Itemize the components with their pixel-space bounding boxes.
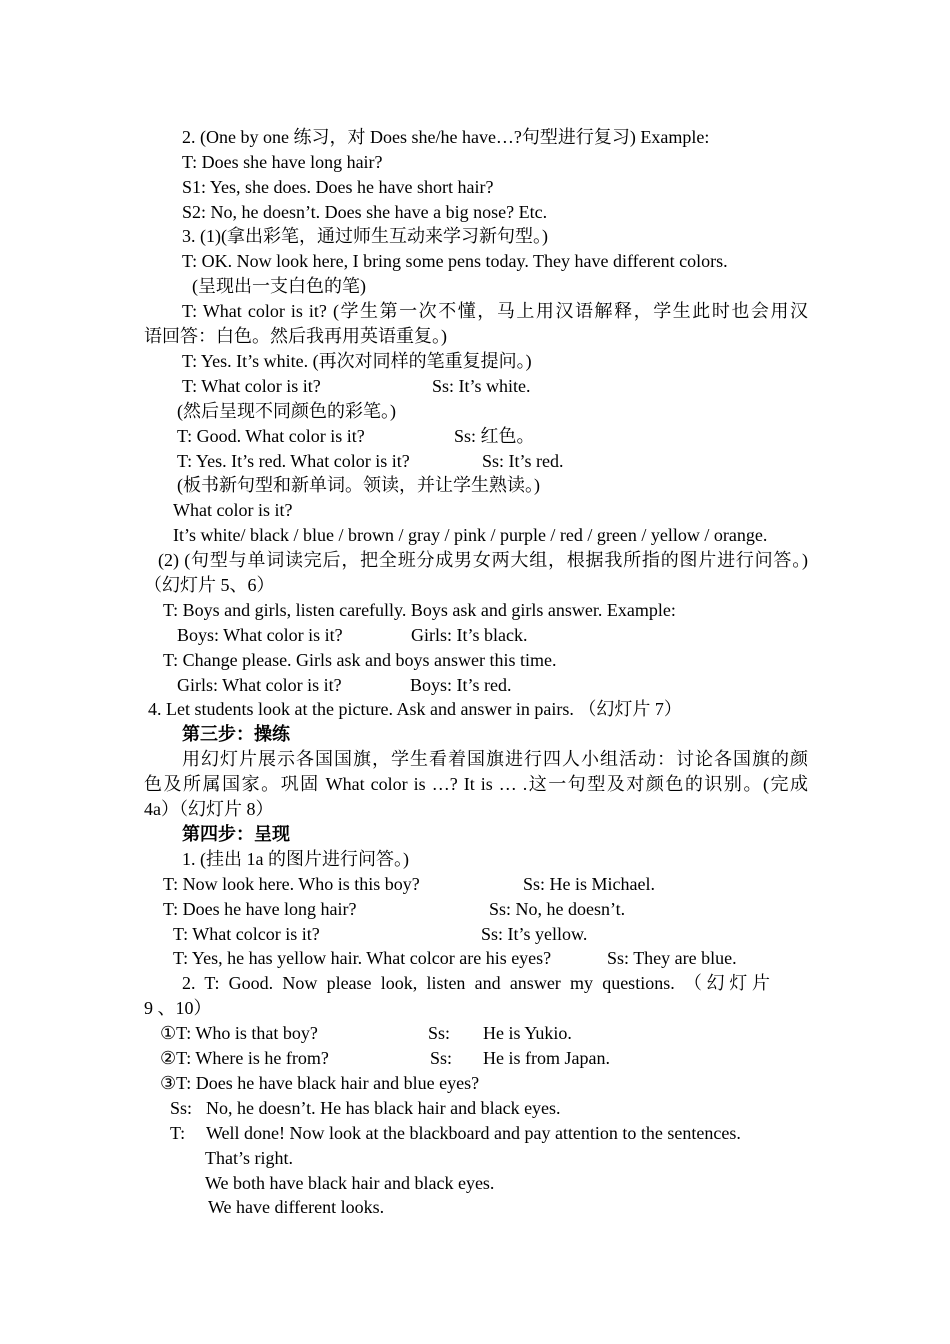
boys-answer: Boys: It’s red. [410,675,512,695]
text-line: It’s white/ black / blue / brown / gray / pink / purple / red / green / yellow / orange. [173,525,768,545]
text-line: 2. T: Good. Now please look, listen and answer my questions. （幻灯片 [182,973,770,993]
dialogue-line [177,623,797,647]
student-answer: He is from Japan. [483,1048,610,1068]
teacher-question: T: Yes, he has yellow hair. What colcor are his eyes? [173,948,552,968]
student-answer: He is Yukio. [483,1023,572,1043]
teacher-question: T: What colcor is it? [173,924,320,944]
text-line: S1: Yes, she does. Does he have short hair? [182,177,494,197]
student-answer: Ss: It’s red. [482,451,564,471]
dialogue-line [182,374,802,398]
student-answer: No, he doesn’t. He has black hair and black eyes. [206,1098,561,1118]
text-line: T: Change please. Girls ask and boys answer this time. [163,650,557,670]
text-line: 4. Let students look at the picture. Ask and answer in pairs. （幻灯片 7） [148,699,682,719]
student-label: Ss: [430,1048,453,1068]
teacher-question: T: Good. What color is it? [177,426,365,446]
dialogue-line [163,872,803,896]
text-line: T: Does she have long hair? [182,152,383,172]
student-answer: Ss: No, he doesn’t. [489,899,626,919]
text-line: 2. (One by one 练习，对 Does she/he have…?句型进行复习) Example: [182,127,710,147]
text-line: T: OK. Now look here, I bring some pens today. They have different colors. [182,251,728,271]
text-line: (2) (句型与单词读完后，把全班分成男女两大组，根据我所指的图片进行问答。) [158,550,808,570]
text-line: 3. (1)(拿出彩笔，通过师生互动来学习新句型。) [182,226,548,246]
text-line: T: Yes. It’s white. (再次对同样的笔重复提问。) [182,351,532,371]
dialogue-line [163,897,803,921]
text-line: 用幻灯片展示各国国旗，学生看着国旗进行四人小组活动：讨论各国旗的颜 [182,749,808,769]
text-line: ③T: Does he have black hair and blue eyes? [160,1073,480,1093]
dialogue-line [177,449,797,473]
dialogue-line [170,1096,800,1120]
girls-answer: Girls: It’s black. [411,625,528,645]
student-answer: Ss: He is Michael. [523,874,655,894]
text-line: 9 、10） [144,998,212,1018]
teacher-label: T: [170,1123,186,1143]
text-line: (然后呈现不同颜色的彩笔。) [177,401,396,421]
student-answer: Ss: 红色。 [454,426,535,446]
teacher-statement: Well done! Now look at the blackboard and pay attention to the sentences. [206,1123,741,1143]
student-label: Ss: [428,1023,451,1043]
dialogue-line [160,1046,800,1070]
text-line: That’s right. [205,1148,293,1168]
text-line: (呈现出一支白色的笔) [192,276,366,296]
dialogue-line [177,424,797,448]
student-label: Ss: [170,1098,193,1118]
student-answer: Ss: They are blue. [607,948,737,968]
text-line: 4a）（幻灯片 8） [144,799,274,819]
text-line: （幻灯片 5、6） [144,575,275,595]
section-heading: 第四步：呈现 [182,824,290,844]
dialogue-line [173,922,803,946]
text-line: T: Boys and girls, listen carefully. Boys ask and girls answer. Example: [163,600,676,620]
student-answer: Ss: It’s white. [432,376,531,396]
teacher-question: ②T: Where is he from? [160,1048,329,1068]
text-line: 1. (挂出 1a 的图片进行问答。) [182,849,409,869]
text-line: S2: No, he doesn’t. Does she have a big nose? Etc. [182,202,548,222]
dialogue-line [177,673,797,697]
dialogue-line [170,1121,810,1145]
text-line: T: What color is it? (学生第一次不懂，马上用汉语解释，学生此时也会用汉 [182,301,808,321]
text-line: 语回答：白色。然后我再用英语重复。) [144,326,447,346]
teacher-question: T: Now look here. Who is this boy? [163,874,420,894]
teacher-question: T: Does he have long hair? [163,899,357,919]
girls-question: Girls: What color is it? [177,675,342,695]
dialogue-line [160,1021,800,1045]
text-line: 色及所属国家。巩固 What color is …? It is … .这一句型及对颜色的识别。(完成 [144,774,808,794]
text-line: We both have black hair and black eyes. [205,1173,495,1193]
section-heading: 第三步：操练 [182,724,290,744]
teacher-question: ①T: Who is that boy? [160,1023,318,1043]
text-line: We have different looks. [208,1197,385,1217]
text-line: (板书新句型和新单词。领读，并让学生熟读。) [177,475,540,495]
dialogue-line [173,946,803,970]
student-answer: Ss: It’s yellow. [481,924,588,944]
teacher-question: T: Yes. It’s red. What color is it? [177,451,410,471]
boys-question: Boys: What color is it? [177,625,343,645]
text-line: What color is it? [173,500,293,520]
teacher-question: T: What color is it? [182,376,321,396]
